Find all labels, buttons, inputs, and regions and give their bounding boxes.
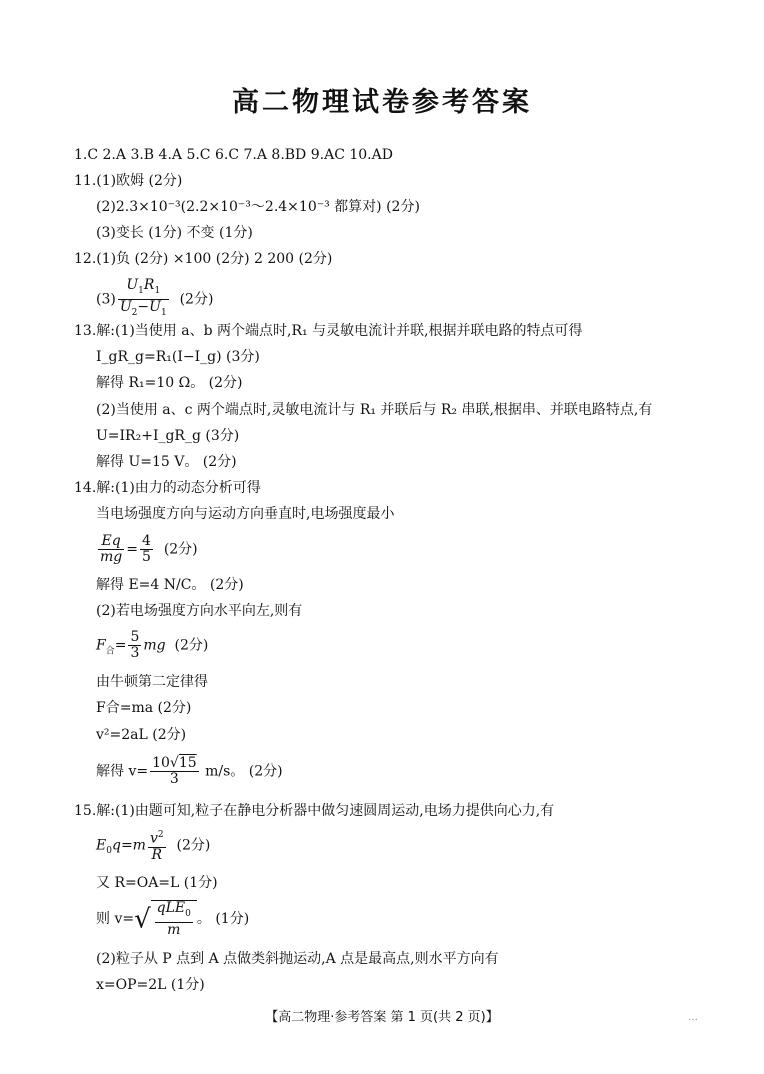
q12-part3: (3) $\frac{U_1R_1}{U_2-U_1}$ (2分) bbox=[96, 278, 213, 321]
page-title: 高二物理试卷参考答案 bbox=[232, 87, 532, 118]
q13-heading: 13.解:(1)当使用 a、b 两个端点时,R₁ 与灵敏电流计并联,根据并联电路的特点可得 bbox=[74, 323, 583, 339]
q13-eq1: I_gR_g=R₁(I−I_g) (3分) bbox=[96, 349, 260, 365]
page-footer: 【高二物理·参考答案 第 1 页(共 2 页)】 bbox=[265, 1010, 499, 1025]
q14-eq1: $\frac{Eq}{mg}$ = $\frac{4}{5}$ (2分) bbox=[100, 533, 198, 565]
q14-heading: 14.解:(1)由力的动态分析可得 bbox=[74, 480, 261, 496]
q13-part2: (2)当使用 a、c 两个端点时,灵敏电流计与 R₁ 并联后与 R₂ 串联,根据串、并联电路特点,有 bbox=[96, 402, 653, 418]
q15-eq3: 则 v=√ $\frac{qLE_0}{m}$ 。 (1分) bbox=[96, 900, 250, 938]
fraction: $\frac{4}{5}$ bbox=[141, 533, 151, 565]
q14-part2: (2)若电场强度方向水平向左,则有 bbox=[96, 603, 303, 619]
q13-result2: 解得 U=15 V。 (2分) bbox=[96, 454, 237, 470]
q13-eq2: U=IR₂+I_gR_g (3分) bbox=[96, 428, 240, 444]
q14-result1: 解得 E=4 N/C。 (2分) bbox=[96, 577, 244, 593]
q13-result1: 解得 R₁=10 Ω。 (2分) bbox=[96, 375, 243, 391]
scan-mark: … bbox=[688, 1012, 698, 1023]
mc-answers: 1.C 2.A 3.B 4.A 5.C 6.C 7.A 8.BD 9.AC 10.AD bbox=[74, 147, 393, 163]
q15-part2: (2)粒子从 P 点到 A 点做类斜抛运动,A 点是最高点,则水平方向有 bbox=[96, 951, 499, 967]
fraction: $\frac{10√15}{3}$ bbox=[152, 755, 197, 787]
q14-statement: 当电场强度方向与运动方向垂直时,电场强度最小 bbox=[96, 506, 395, 522]
q14-result2: 解得 v= $\frac{10√15}{3}$ m/s。 (2分) bbox=[96, 755, 283, 787]
q11-part1: 11.(1)欧姆 (2分) bbox=[74, 173, 183, 189]
fraction: $\frac{U_1R_1}{U_2-U_1}$ bbox=[119, 277, 167, 318]
q14-eq2: $F_合=$ $\frac{5}{3}$ mg (2分) bbox=[96, 629, 209, 661]
q11-part2: (2)2.3×10⁻³(2.2×10⁻³～2.4×10⁻³ 都算对) (2分) bbox=[96, 199, 420, 215]
q14-eq3: F合=ma (2分) bbox=[96, 700, 192, 716]
q15-heading: 15.解:(1)由题可知,粒子在静电分析器中做匀速圆周运动,电场力提供向心力,有 bbox=[74, 803, 555, 819]
fraction: $\frac{5}{3}$ bbox=[130, 629, 140, 661]
q15-eq1: $E_0q=m$ $\frac{v^2}{R}$ (2分) bbox=[96, 830, 211, 863]
q15-eq4: x=OP=2L (1分) bbox=[96, 977, 205, 993]
q14-eq4: v²=2aL (2分) bbox=[96, 727, 187, 743]
square-root: √ $\frac{qLE_0}{m}$ bbox=[134, 900, 197, 938]
q15-eq2: 又 R=OA=L (1分) bbox=[96, 875, 218, 891]
q11-part3: (3)变长 (1分) 不变 (1分) bbox=[96, 225, 253, 241]
fraction: $\frac{qLE_0}{m}$ bbox=[156, 900, 191, 938]
q14-statement2: 由牛顿第二定律得 bbox=[96, 674, 208, 690]
fraction: $\frac{Eq}{mg}$ bbox=[100, 533, 123, 565]
q12-part1: 12.(1)负 (2分) ×100 (2分) 2 200 (2分) bbox=[74, 251, 333, 267]
fraction: $\frac{v^2}{R}$ bbox=[149, 830, 164, 863]
